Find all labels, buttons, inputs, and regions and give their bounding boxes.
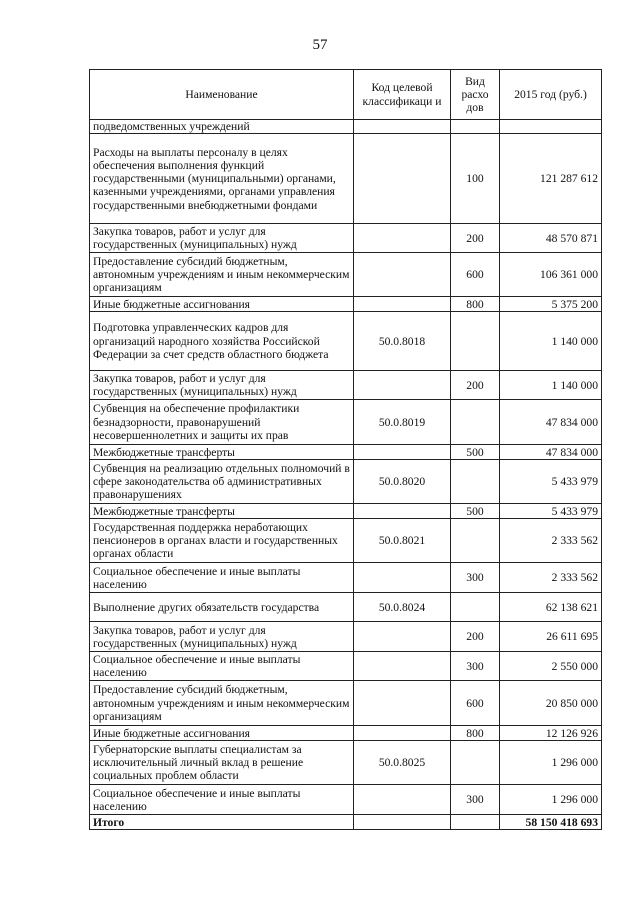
- row-amount: 62 138 621: [500, 593, 602, 622]
- table-row: [90, 726, 602, 741]
- row-code: [354, 726, 451, 741]
- page-number: 57: [312, 37, 328, 53]
- table-row: [90, 622, 602, 652]
- row-amount: 1 140 000: [500, 371, 602, 400]
- row-amount: 2 550 000: [500, 652, 602, 681]
- row-code: 50.0.8024: [354, 593, 451, 622]
- header-amount: 2015 год (руб.): [500, 70, 602, 120]
- row-amount: 20 850 000: [500, 681, 602, 726]
- row-code: [354, 297, 451, 312]
- row-name: Субвенция на обеспечение профилактики безнадзорности, правонарушений несовершеннолетних и защиты их прав: [90, 400, 354, 445]
- row-name: Государственная поддержка неработающих пенсионеров в органах власти и государственных органах области: [90, 519, 354, 563]
- row-amount: 47 834 000: [500, 445, 602, 460]
- row-amount: 26 611 695: [500, 622, 602, 652]
- row-kind: [451, 593, 500, 622]
- row-name: Предоставление субсидий бюджетным, автономным учреждениям и иным некоммерческим организациям: [90, 681, 354, 726]
- row-code: [354, 445, 451, 460]
- row-name: Иные бюджетные ассигнования: [90, 726, 354, 741]
- row-kind: 500: [451, 504, 500, 519]
- table-header-row: [90, 70, 602, 120]
- row-code: [354, 504, 451, 519]
- header-name: Наименование: [90, 70, 354, 120]
- table-row: [90, 504, 602, 519]
- row-name: Межбюджетные трансферты: [90, 445, 354, 460]
- row-name: Закупка товаров, работ и услуг для государственных (муниципальных) нужд: [90, 371, 354, 400]
- row-code: [354, 652, 451, 681]
- row-kind: 800: [451, 726, 500, 741]
- table-row: [90, 312, 602, 371]
- row-code: 50.0.8018: [354, 312, 451, 371]
- row-code: 50.0.8019: [354, 400, 451, 445]
- table-row: [90, 253, 602, 297]
- total-amount: 58 150 418 693: [500, 815, 602, 830]
- row-code: 50.0.8021: [354, 519, 451, 563]
- row-kind: 200: [451, 371, 500, 400]
- total-row: [90, 815, 602, 830]
- row-kind: [451, 312, 500, 371]
- table-row: [90, 297, 602, 312]
- row-kind: [451, 741, 500, 785]
- table-row: [90, 681, 602, 726]
- row-code: [354, 224, 451, 253]
- row-amount: 47 834 000: [500, 400, 602, 445]
- total-label: Итого: [90, 815, 354, 830]
- row-code: [354, 563, 451, 593]
- total-code: [354, 815, 451, 830]
- row-name: Губернаторские выплаты специалистам за исключительный личный вклад в решение социальных проблем области: [90, 741, 354, 785]
- table-row: [90, 371, 602, 400]
- table-row: [90, 741, 602, 785]
- table-row: [90, 519, 602, 563]
- row-kind: [451, 120, 500, 134]
- row-amount: 106 361 000: [500, 253, 602, 297]
- row-amount: 12 126 926: [500, 726, 602, 741]
- row-amount: 5 375 200: [500, 297, 602, 312]
- row-kind: [451, 519, 500, 563]
- row-kind: 200: [451, 622, 500, 652]
- row-kind: 300: [451, 785, 500, 815]
- row-name: Иные бюджетные ассигнования: [90, 297, 354, 312]
- row-code: [354, 622, 451, 652]
- table-row: [90, 785, 602, 815]
- row-code: [354, 253, 451, 297]
- row-code: [354, 681, 451, 726]
- row-code: [354, 120, 451, 134]
- total-kind: [451, 815, 500, 830]
- row-kind: 600: [451, 681, 500, 726]
- row-amount: 121 287 612: [500, 134, 602, 224]
- table-row: [90, 120, 602, 134]
- row-code: 50.0.8025: [354, 741, 451, 785]
- row-amount: 5 433 979: [500, 504, 602, 519]
- table-row: [90, 563, 602, 593]
- row-amount: 2 333 562: [500, 563, 602, 593]
- budget-table: [89, 69, 602, 830]
- table-row: [90, 445, 602, 460]
- table-row: [90, 593, 602, 622]
- row-name: Социальное обеспечение и иные выплаты населению: [90, 563, 354, 593]
- row-kind: 300: [451, 652, 500, 681]
- row-name: Социальное обеспечение и иные выплаты населению: [90, 785, 354, 815]
- row-name: подведомственных учреждений: [90, 120, 354, 134]
- table-row: [90, 460, 602, 504]
- row-kind: 800: [451, 297, 500, 312]
- row-amount: 1 296 000: [500, 741, 602, 785]
- row-kind: 200: [451, 224, 500, 253]
- row-amount: [500, 120, 602, 134]
- row-name: Предоставление субсидий бюджетным, автономным учреждениям и иным некоммерческим организациям: [90, 253, 354, 297]
- row-name: Подготовка управленческих кадров для организаций народного хозяйства Российской Федерации за счет средств областного бюджета: [90, 312, 354, 371]
- table-row: [90, 134, 602, 224]
- header-code: Код целевой классификаци и: [354, 70, 451, 120]
- table-row: [90, 400, 602, 445]
- row-name: Закупка товаров, работ и услуг для государственных (муниципальных) нужд: [90, 224, 354, 253]
- row-name: Расходы на выплаты персоналу в целях обеспечения выполнения функций государственными (муниципальными) органами, казенными учреждениями, органами управления государственными внебюджетными фондами: [90, 134, 354, 224]
- row-code: [354, 371, 451, 400]
- row-amount: 5 433 979: [500, 460, 602, 504]
- row-kind: 300: [451, 563, 500, 593]
- row-code: 50.0.8020: [354, 460, 451, 504]
- row-amount: 48 570 871: [500, 224, 602, 253]
- table-row: [90, 652, 602, 681]
- row-code: [354, 134, 451, 224]
- table-row: [90, 224, 602, 253]
- row-name: Межбюджетные трансферты: [90, 504, 354, 519]
- row-kind: 500: [451, 445, 500, 460]
- row-name: Социальное обеспечение и иные выплаты населению: [90, 652, 354, 681]
- row-kind: [451, 400, 500, 445]
- row-name: Закупка товаров, работ и услуг для государственных (муниципальных) нужд: [90, 622, 354, 652]
- row-kind: 100: [451, 134, 500, 224]
- row-amount: 1 140 000: [500, 312, 602, 371]
- row-amount: 1 296 000: [500, 785, 602, 815]
- row-amount: 2 333 562: [500, 519, 602, 563]
- header-kind: Вид расхо дов: [451, 70, 500, 120]
- row-kind: [451, 460, 500, 504]
- row-name: Выполнение других обязательств государства: [90, 593, 354, 622]
- row-kind: 600: [451, 253, 500, 297]
- row-name: Субвенция на реализацию отдельных полномочий в сфере законодательства об административных правонарушениях: [90, 460, 354, 504]
- row-code: [354, 785, 451, 815]
